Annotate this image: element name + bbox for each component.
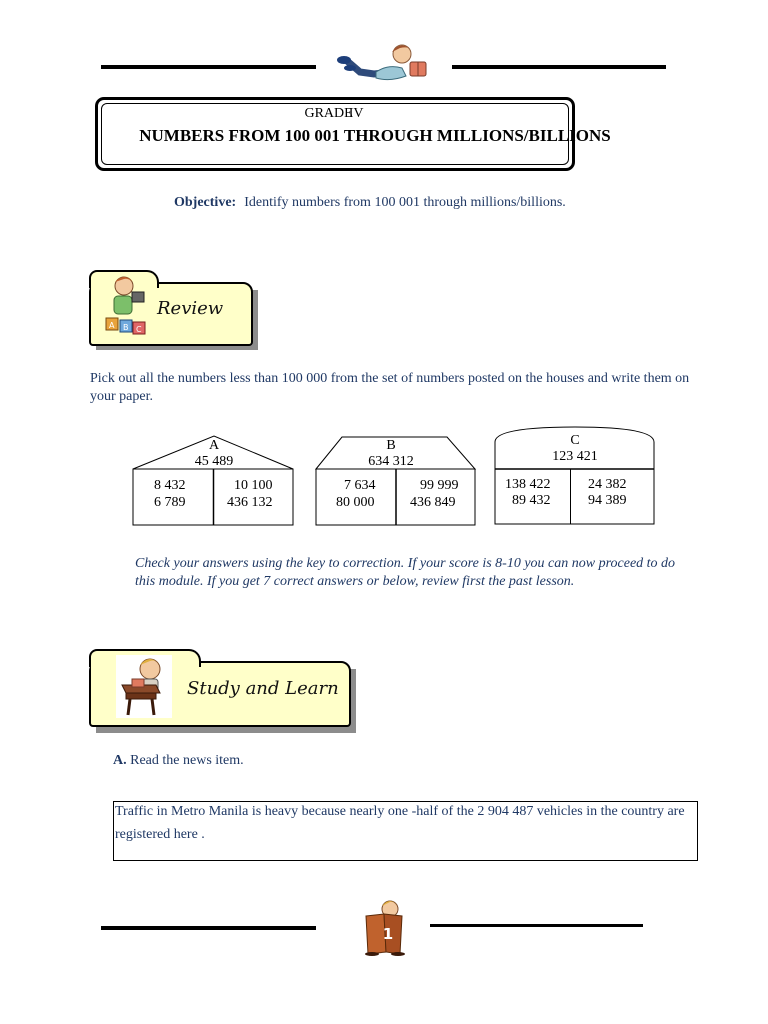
house-c-right-1: 24 382 xyxy=(588,477,627,492)
svg-text:A: A xyxy=(109,321,115,330)
svg-text:B: B xyxy=(123,323,129,332)
house-a-letter: A xyxy=(208,438,220,453)
bottom-rule-right xyxy=(430,924,643,927)
house-a-left-2: 6 789 xyxy=(154,495,186,510)
news-instruction-text: Read the news item. xyxy=(130,753,244,768)
news-instruction xyxy=(113,752,244,770)
house-a-number: 45 489 xyxy=(194,454,234,469)
house-b-letter: B xyxy=(386,438,396,453)
review-tab-label: Review xyxy=(157,298,224,319)
news-instruction-label: A. xyxy=(113,753,127,768)
house-c-left-2: 89 432 xyxy=(512,493,551,508)
house-b-left-1: 7 634 xyxy=(344,478,376,493)
house-a-left-1: 8 432 xyxy=(154,478,186,493)
page-number: 1 xyxy=(382,925,394,943)
house-a-right-1: 10 100 xyxy=(234,478,273,493)
objective-label: Objective: xyxy=(174,195,237,210)
bottom-rule-left xyxy=(101,926,316,930)
house-c-number: 123 421 xyxy=(552,449,598,464)
news-item-text: Traffic in Metro Manila is heavy because nearly one -half of the 2 904 487 vehicles in the country are registered here . xyxy=(115,804,685,842)
svg-text:C: C xyxy=(136,325,142,334)
check-answers-note: Check your answers using the key to correction. If your score is 8-10 you can now proceed to do this module. If you get 7 correct answers or below, review first the past lesson. xyxy=(135,556,676,589)
house-c-letter: C xyxy=(570,433,580,448)
review-instruction: Pick out all the numbers less than 100 000 from the set of numbers posted on the houses and write them on your paper. xyxy=(90,371,690,404)
house-c-right-2: 94 389 xyxy=(588,493,627,508)
house-a-right-2: 436 132 xyxy=(227,495,273,510)
objective-text: Identify numbers from 100 001 through millions/billions. xyxy=(244,195,566,210)
page-title: NUMBERS FROM 100 001 THROUGH MILLIONS/BILLIONS xyxy=(139,126,611,145)
house-b-right-1: 99 999 xyxy=(420,478,459,493)
house-c-left-1: 138 422 xyxy=(505,477,551,492)
house-b-right-2: 436 849 xyxy=(410,495,456,510)
child-at-desk-icon xyxy=(116,655,172,718)
study-tab-label: Study and Learn xyxy=(187,678,339,699)
grade-label: GRADEIV xyxy=(304,106,364,121)
house-b-left-2: 80 000 xyxy=(336,495,375,510)
house-b-number: 634 312 xyxy=(368,454,414,469)
